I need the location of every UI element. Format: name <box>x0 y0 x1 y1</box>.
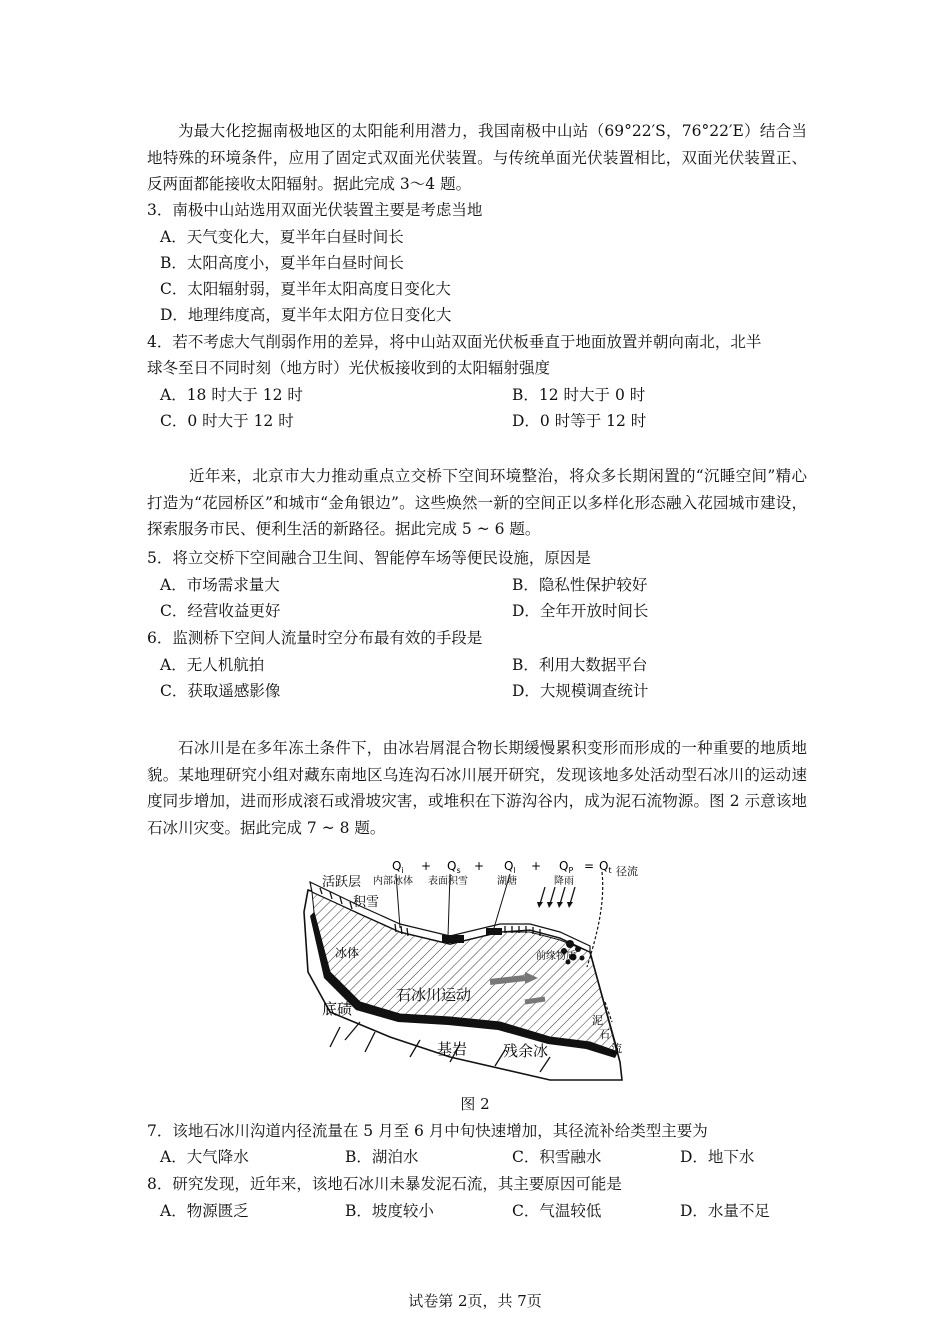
surface-snow-patch <box>442 935 464 943</box>
passage-solar: 为最大化挖掘南极地区的太阳能利用潜力，我国南极中山站（69°22′S，76°22′E）结合当地特殊的环境条件，应用了固定式双面光伏装置。与传统单面光伏装置相比，双面光伏装置正、反两面都能接收太阳辐射。据此完成 3～4 题。 <box>147 122 807 193</box>
question-5-stem: 5．将立交桥下空间融合卫生间、智能停车场等便民设施，原因是 <box>147 549 591 567</box>
label-moraine: 底碛 <box>322 1000 353 1018</box>
question-3-option-a: A．天气变化大，夏半年白昼时间长 <box>160 228 404 246</box>
question-7-option-d: D．地下水 <box>680 1148 755 1166</box>
label-debris-flow-2: 石 <box>599 1028 610 1041</box>
question-8-option-b: B．坡度较小 <box>345 1202 434 1220</box>
label-snow: 积雪 <box>353 895 380 910</box>
question-4-option-a: A．18 时大于 12 时 <box>160 386 303 404</box>
page-footer: 试卷第 2页，共 7页 <box>408 1292 542 1310</box>
label-debris-flow-3: 流 <box>611 1042 622 1055</box>
lake-patch <box>486 928 502 935</box>
label-active-layer: 活跃层 <box>322 875 362 890</box>
label-debris-flow-1: 泥 <box>592 1014 603 1027</box>
label-qt: $Q_t$ <box>599 859 612 875</box>
question-6-option-d: D．大规模调查统计 <box>512 682 649 700</box>
question-4-stem-line2: 球冬至日不同时刻（地方时）光伏板接收到的太阳辐射强度 <box>147 359 551 377</box>
question-8-option-c: C．气温较低 <box>512 1202 602 1220</box>
label-surface-snow: 表面积雪 <box>428 876 468 887</box>
question-3-option-c: C．太阳辐射弱，夏半年太阳高度日变化大 <box>160 280 451 298</box>
label-residual-ice: 残余冰 <box>503 1042 549 1060</box>
label-bedrock: 基岩 <box>437 1040 468 1058</box>
question-4-option-b: B．12 时大于 0 时 <box>512 386 646 404</box>
question-3-option-d: D．地理纬度高，夏半年太阳方位日变化大 <box>160 306 452 324</box>
question-3-option-b: B．太阳高度小，夏半年白昼时间长 <box>160 254 404 272</box>
label-ql: $Q_l$ <box>504 859 516 875</box>
label-runoff: 径流 <box>616 865 638 878</box>
label-qi: $Q_i$ <box>392 859 404 875</box>
question-6-option-a: A．无人机航拍 <box>160 656 265 674</box>
passage-rock-glacier: 石冰川是在多年冻土条件下，由冰岩屑混合物长期缓慢累积变形而形成的一种重要的地质地貌。某地理研究小组对藏东南地区乌连沟石冰川展开研究，发现该地多处活动型石冰川的运动速度同步增加，进而形成滚石或滑坡灾害，或堆积在下游沟谷内，成为泥石流物源。图 2 示意该地石冰川灾变。据此完成 7 ~ 8 题。 <box>147 739 807 837</box>
label-qp: $Q_P$ <box>559 859 574 875</box>
label-qs: $Q_s$ <box>447 859 461 875</box>
label-rain: 降雨 <box>554 876 574 887</box>
label-lake: 湖塘 <box>497 876 517 887</box>
label-plus-1: + <box>421 859 432 873</box>
label-ice-body: 冰体 <box>335 946 360 960</box>
passage-bridge: 近年来，北京市大力推动重点立交桥下空间环境整治，将众多长期闲置的“沉睡空间”精心打造为“花园桥区”和城市“金角银边”。这些焕然一新的空间正以多样化形态融入花园城市建设，探索服务市民、便利生活的新路径。据此完成 5 ~ 6 题。 <box>147 467 807 538</box>
question-8-option-d: D．水量不足 <box>680 1202 770 1220</box>
label-plus-3: + <box>531 859 542 873</box>
figure-caption: 图 2 <box>460 1095 490 1113</box>
question-8-option-a: A．物源匮乏 <box>160 1202 249 1220</box>
question-6-option-b: B．利用大数据平台 <box>512 656 648 674</box>
question-4-option-c: C．0 时大于 12 时 <box>160 412 294 430</box>
question-5-option-a: A．市场需求量大 <box>160 576 280 594</box>
label-plus-2: + <box>474 859 485 873</box>
rock-glacier-diagram <box>300 852 645 1084</box>
question-7-option-c: C．积雪融水 <box>512 1148 602 1166</box>
label-equals: = <box>584 859 595 873</box>
question-6-stem: 6．监测桥下空间人流量时空分布最有效的手段是 <box>147 629 483 647</box>
question-5-option-d: D．全年开放时间长 <box>512 602 649 620</box>
question-7-option-b: B．湖泊水 <box>345 1148 419 1166</box>
label-inner-ice: 内部冰体 <box>373 876 413 887</box>
question-6-option-c: C．获取遥感影像 <box>160 682 281 700</box>
question-5-option-b: B．隐私性保护较好 <box>512 576 648 594</box>
question-3-stem: 3．南极中山站选用双面光伏装置主要是考虑当地 <box>147 201 483 219</box>
question-8-stem: 8．研究发现，近年来，该地石冰川未暴发泥石流，其主要原因可能是 <box>147 1175 622 1193</box>
question-4-stem-line1: 4．若不考虑大气削弱作用的差异，将中山站双面光伏板垂直于地面放置并朝向南北，北半 <box>147 333 762 351</box>
question-7-stem: 7．该地石冰川沟道内径流量在 5 月至 6 月中旬快速增加，其径流补给类型主要为 <box>147 1122 708 1140</box>
question-5-option-c: C．经营收益更好 <box>160 602 281 620</box>
label-frontal: 前缘物质 <box>536 951 576 962</box>
label-motion: 石冰川运动 <box>396 986 472 1004</box>
question-7-option-a: A．大气降水 <box>160 1148 249 1166</box>
question-4-option-d: D．0 时等于 12 时 <box>512 412 647 430</box>
